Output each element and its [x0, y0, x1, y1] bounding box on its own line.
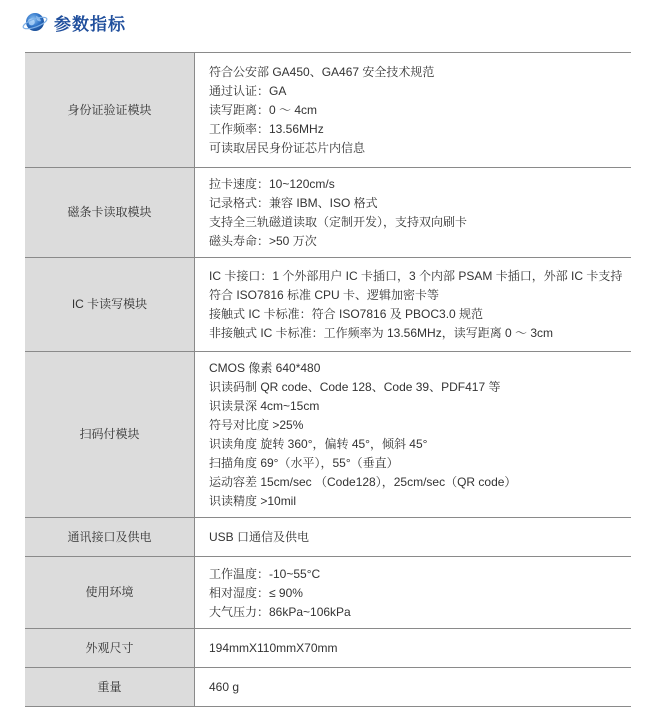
spec-label: 通讯接口及供电 [25, 518, 195, 557]
spec-value-line: CMOS 像素 640*480 [209, 361, 321, 375]
spec-value-line: 识读景深 4cm~15cm [209, 399, 320, 413]
spec-row [25, 258, 631, 352]
spec-value-line: 可读取居民身份证芯片内信息 [209, 141, 366, 155]
spec-table [25, 52, 631, 707]
spec-value-line: 扫描角度 69°（水平），55°（垂直） [209, 456, 399, 470]
spec-value [195, 168, 632, 258]
spec-value-line: 大气压力：86kPa~106kPa [209, 604, 351, 619]
spec-value-line: 工作频率：13.56MHz [209, 122, 324, 136]
spec-value-line: 拉卡速度：10~120cm/s [209, 177, 335, 191]
spec-value-line: 194mmX110mmX70mm [209, 641, 338, 655]
spec-value [195, 668, 632, 707]
spec-row [25, 518, 631, 557]
spec-row [25, 168, 631, 258]
spec-label: 扫码付模块 [25, 352, 195, 518]
spec-value [195, 518, 632, 557]
spec-value-line: 工作温度：-10~55°C [209, 566, 321, 581]
spec-row [25, 629, 631, 668]
spec-label: 重量 [25, 668, 195, 707]
globe-icon [22, 9, 48, 35]
page-title: 参数指标 [54, 14, 126, 34]
spec-row [25, 668, 631, 707]
spec-label: 磁条卡读取模块 [25, 168, 195, 258]
spec-label: 身份证验证模块 [25, 53, 195, 168]
spec-value [195, 629, 632, 668]
spec-row [25, 53, 631, 168]
spec-value-line: 记录格式：兼容 IBM、ISO 格式 [209, 196, 378, 210]
spec-value-line: 相对湿度：≤ 90% [209, 585, 303, 600]
spec-label: 外观尺寸 [25, 629, 195, 668]
spec-value-line: IC 卡接口：1 个外部用户 IC 卡插口，3 个内部 PSAM 卡插口，外部 IC 卡支持符合 ISO7816 标准 CPU 卡、逻辑加密卡等 [209, 269, 623, 302]
spec-value-line: 接触式 IC 卡标准：符合 ISO7816 及 PBOC3.0 规范 [209, 307, 484, 321]
spec-value-line: 识读角度 旋转 360°，偏转 45°，倾斜 45° [209, 437, 428, 451]
spec-label: 使用环境 [25, 557, 195, 629]
spec-value-line: 磁头寿命：>50 万次 [209, 234, 317, 248]
spec-label: IC 卡读写模块 [25, 258, 195, 352]
spec-value-line: 识读精度 >10mil [209, 494, 297, 508]
spec-value-line: 读写距离：0 ～ 4cm [209, 103, 318, 117]
spec-value-line: 运动容差 15cm/sec （Code128），25cm/sec（QR code） [209, 475, 517, 489]
spec-value-line: 460 g [209, 680, 240, 694]
spec-value [195, 53, 632, 168]
spec-row [25, 557, 631, 629]
spec-value [195, 258, 632, 352]
spec-value [195, 352, 632, 518]
spec-value [195, 557, 632, 629]
spec-value-line: 非接触式 IC 卡标准：工作频率为 13.56MHz，读写距离 0 ～ 3cm [209, 326, 554, 340]
spec-row [25, 352, 631, 518]
spec-value-line: 通过认证：GA [209, 84, 287, 98]
spec-value-line: 符合公安部 GA450、GA467 安全技术规范 [209, 65, 435, 79]
spec-value-line: 符号对比度 >25% [209, 418, 304, 432]
spec-value-line: 识读码制 QR code、Code 128、Code 39、PDF417 等 [209, 380, 501, 394]
section-header [22, 8, 126, 36]
spec-value-line: 支持全三轨磁道读取（定制开发），支持双向刷卡 [209, 215, 468, 229]
spec-value-line: USB 口通信及供电 [209, 530, 310, 544]
